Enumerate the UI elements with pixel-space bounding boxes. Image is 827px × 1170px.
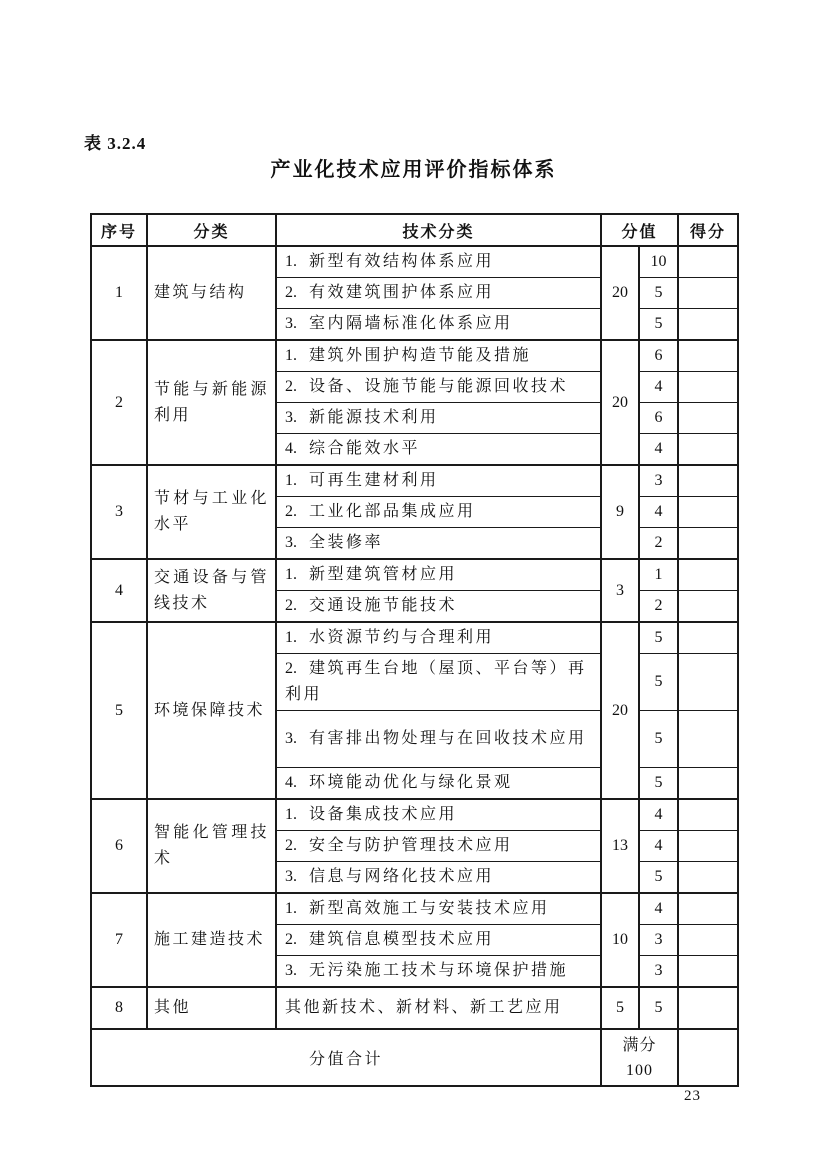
tech-item-cell bbox=[276, 403, 601, 434]
item-score-cell: 5 bbox=[639, 768, 678, 800]
tech-item-cell bbox=[276, 956, 601, 988]
category-cell: 施工建造技术 bbox=[147, 893, 276, 987]
item-score-cell: 2 bbox=[639, 528, 678, 560]
item-text: 新能源技术利用 bbox=[309, 409, 439, 426]
item-number: 4. bbox=[285, 440, 297, 457]
item-score-cell: 4 bbox=[639, 372, 678, 403]
item-number: 3. bbox=[285, 534, 297, 551]
item-number: 1. bbox=[285, 347, 297, 364]
header-row bbox=[91, 214, 738, 246]
item-score-cell: 5 bbox=[639, 862, 678, 894]
obtained-score-cell bbox=[678, 987, 738, 1029]
tech-item-cell bbox=[276, 768, 601, 800]
tech-item-cell bbox=[276, 559, 601, 591]
index-cell: 2 bbox=[91, 340, 147, 465]
item-number: 3. bbox=[285, 409, 297, 426]
item-score-cell: 5 bbox=[639, 987, 678, 1029]
group-score-cell: 20 bbox=[601, 340, 639, 465]
index-cell: 7 bbox=[91, 893, 147, 987]
category-cell: 交通设备与管线技术 bbox=[147, 559, 276, 622]
group-score-cell: 9 bbox=[601, 465, 639, 559]
obtained-score-cell bbox=[678, 246, 738, 278]
tech-item-cell bbox=[276, 434, 601, 466]
page-title: 产业化技术应用评价指标体系 bbox=[270, 159, 557, 181]
item-text: 其他新技术、新材料、新工艺应用 bbox=[285, 999, 563, 1016]
tech-item-cell bbox=[276, 372, 601, 403]
tech-item-cell bbox=[276, 340, 601, 372]
obtained-score-cell bbox=[678, 925, 738, 956]
item-number: 1. bbox=[285, 900, 297, 917]
item-text: 信息与网络化技术应用 bbox=[309, 868, 495, 885]
index-cell: 3 bbox=[91, 465, 147, 559]
tech-item-cell bbox=[276, 831, 601, 862]
tech-item-cell bbox=[276, 893, 601, 925]
obtained-score-cell bbox=[678, 434, 738, 466]
obtained-score-cell bbox=[678, 340, 738, 372]
obtained-score-cell bbox=[678, 768, 738, 800]
item-score-cell: 3 bbox=[639, 925, 678, 956]
index-cell: 4 bbox=[91, 559, 147, 622]
item-number: 3. bbox=[285, 962, 297, 979]
category-cell: 节材与工业化水平 bbox=[147, 465, 276, 559]
category-cell: 建筑与结构 bbox=[147, 246, 276, 340]
item-number: 1. bbox=[285, 472, 297, 489]
item-score-cell: 4 bbox=[639, 831, 678, 862]
group-score-cell: 3 bbox=[601, 559, 639, 622]
group-score-cell: 5 bbox=[601, 987, 639, 1029]
obtained-score-cell bbox=[678, 309, 738, 341]
item-score-cell: 10 bbox=[639, 246, 678, 278]
item-score-cell: 4 bbox=[639, 497, 678, 528]
obtained-score-cell bbox=[678, 465, 738, 497]
table-row bbox=[91, 893, 738, 925]
obtained-score-cell bbox=[678, 372, 738, 403]
item-score-cell: 5 bbox=[639, 711, 678, 768]
item-text: 设备集成技术应用 bbox=[309, 806, 458, 823]
item-number: 2. bbox=[285, 503, 297, 520]
tech-item-cell bbox=[276, 799, 601, 831]
evaluation-table bbox=[90, 213, 739, 1087]
table-row bbox=[91, 246, 738, 278]
tech-item-cell bbox=[276, 591, 601, 623]
tech-item-cell bbox=[276, 654, 601, 711]
tech-item-cell bbox=[276, 711, 601, 768]
obtained-score-cell bbox=[678, 278, 738, 309]
item-text: 综合能效水平 bbox=[309, 440, 421, 457]
index-cell: 1 bbox=[91, 246, 147, 340]
tech-item-cell bbox=[276, 309, 601, 341]
header-tech-category: 技术分类 bbox=[276, 214, 601, 246]
item-text: 可再生建材利用 bbox=[309, 472, 439, 489]
table-row bbox=[91, 622, 738, 654]
tech-item-cell bbox=[276, 862, 601, 894]
table-row bbox=[91, 465, 738, 497]
tech-item-cell bbox=[276, 622, 601, 654]
obtained-score-cell bbox=[678, 711, 738, 768]
item-number: 1. bbox=[285, 629, 297, 646]
obtained-score-cell bbox=[678, 654, 738, 711]
obtained-score-cell bbox=[678, 831, 738, 862]
item-text: 无污染施工技术与环境保护措施 bbox=[309, 962, 569, 979]
item-number: 3. bbox=[285, 315, 297, 332]
item-text: 建筑外围护构造节能及措施 bbox=[309, 347, 532, 364]
category-cell: 智能化管理技术 bbox=[147, 799, 276, 893]
table-row bbox=[91, 340, 738, 372]
item-text: 水资源节约与合理利用 bbox=[309, 629, 495, 646]
item-number: 4. bbox=[285, 774, 297, 791]
obtained-score-cell bbox=[678, 591, 738, 623]
header-category: 分类 bbox=[147, 214, 276, 246]
footer-obtained-cell bbox=[678, 1029, 738, 1086]
obtained-score-cell bbox=[678, 528, 738, 560]
item-text: 工业化部品集成应用 bbox=[309, 503, 476, 520]
item-number: 2. bbox=[285, 378, 297, 395]
index-cell: 6 bbox=[91, 799, 147, 893]
item-text: 设备、设施节能与能源回收技术 bbox=[309, 378, 569, 395]
group-score-cell: 13 bbox=[601, 799, 639, 893]
item-text: 全装修率 bbox=[309, 534, 384, 551]
full-score-line: 满分 bbox=[622, 1036, 657, 1054]
tech-item-cell bbox=[276, 528, 601, 560]
item-score-cell: 1 bbox=[639, 559, 678, 591]
obtained-score-cell bbox=[678, 559, 738, 591]
item-text: 环境能动优化与绿化景观 bbox=[309, 774, 513, 791]
obtained-score-cell bbox=[678, 956, 738, 988]
tech-item-cell bbox=[276, 278, 601, 309]
item-score-cell: 6 bbox=[639, 403, 678, 434]
obtained-score-cell bbox=[678, 862, 738, 894]
item-score-cell: 3 bbox=[639, 465, 678, 497]
full-score-line: 100 bbox=[626, 1061, 653, 1079]
item-score-cell: 5 bbox=[639, 309, 678, 341]
item-score-cell: 5 bbox=[639, 654, 678, 711]
table-row bbox=[91, 987, 738, 1029]
footer-row bbox=[91, 1029, 738, 1086]
footer-total-label: 分值合计 bbox=[91, 1029, 601, 1086]
item-number: 2. bbox=[285, 931, 297, 948]
item-number: 3. bbox=[285, 868, 297, 885]
category-cell: 节能与新能源利用 bbox=[147, 340, 276, 465]
obtained-score-cell bbox=[678, 799, 738, 831]
group-score-cell: 20 bbox=[601, 246, 639, 340]
item-score-cell: 4 bbox=[639, 434, 678, 466]
tech-item-cell bbox=[276, 465, 601, 497]
tech-item-cell bbox=[276, 246, 601, 278]
item-number: 1. bbox=[285, 253, 297, 270]
obtained-score-cell bbox=[678, 403, 738, 434]
obtained-score-cell bbox=[678, 622, 738, 654]
category-cell: 环境保障技术 bbox=[147, 622, 276, 799]
item-text: 新型建筑管材应用 bbox=[309, 566, 458, 583]
table-row bbox=[91, 799, 738, 831]
table-label: 表 3.2.4 bbox=[84, 134, 147, 153]
tech-item-cell bbox=[276, 987, 601, 1029]
item-text: 有效建筑围护体系应用 bbox=[309, 284, 495, 301]
item-score-cell: 4 bbox=[639, 799, 678, 831]
item-score-cell: 6 bbox=[639, 340, 678, 372]
item-number: 2. bbox=[285, 284, 297, 301]
item-number: 2. bbox=[285, 660, 297, 677]
tech-item-cell bbox=[276, 497, 601, 528]
item-score-cell: 4 bbox=[639, 893, 678, 925]
index-cell: 5 bbox=[91, 622, 147, 799]
table-row bbox=[91, 559, 738, 591]
item-text: 有害排出物处理与在回收技术应用 bbox=[309, 730, 587, 747]
item-number: 2. bbox=[285, 597, 297, 614]
item-score-cell: 5 bbox=[639, 278, 678, 309]
item-number: 1. bbox=[285, 566, 297, 583]
item-text: 室内隔墙标准化体系应用 bbox=[309, 315, 513, 332]
obtained-score-cell bbox=[678, 893, 738, 925]
item-text: 新型高效施工与安装技术应用 bbox=[309, 900, 550, 917]
obtained-score-cell bbox=[678, 497, 738, 528]
index-cell: 8 bbox=[91, 987, 147, 1029]
page-number: 23 bbox=[684, 1088, 701, 1104]
item-number: 2. bbox=[285, 837, 297, 854]
category-cell: 其他 bbox=[147, 987, 276, 1029]
item-text: 新型有效结构体系应用 bbox=[309, 253, 495, 270]
item-score-cell: 3 bbox=[639, 956, 678, 988]
header-score: 分值 bbox=[601, 214, 678, 246]
group-score-cell: 10 bbox=[601, 893, 639, 987]
item-score-cell: 2 bbox=[639, 591, 678, 623]
footer-full-score-cell bbox=[601, 1029, 678, 1086]
item-text: 交通设施节能技术 bbox=[309, 597, 458, 614]
tech-item-cell bbox=[276, 925, 601, 956]
item-number: 1. bbox=[285, 806, 297, 823]
group-score-cell: 20 bbox=[601, 622, 639, 799]
item-number: 3. bbox=[285, 730, 297, 747]
item-text: 建筑再生台地（屋顶、平台等）再利用 bbox=[285, 660, 587, 703]
item-text: 安全与防护管理技术应用 bbox=[309, 837, 513, 854]
item-text: 建筑信息模型技术应用 bbox=[309, 931, 495, 948]
header-index: 序号 bbox=[91, 214, 147, 246]
header-obtained: 得分 bbox=[678, 214, 738, 246]
item-score-cell: 5 bbox=[639, 622, 678, 654]
